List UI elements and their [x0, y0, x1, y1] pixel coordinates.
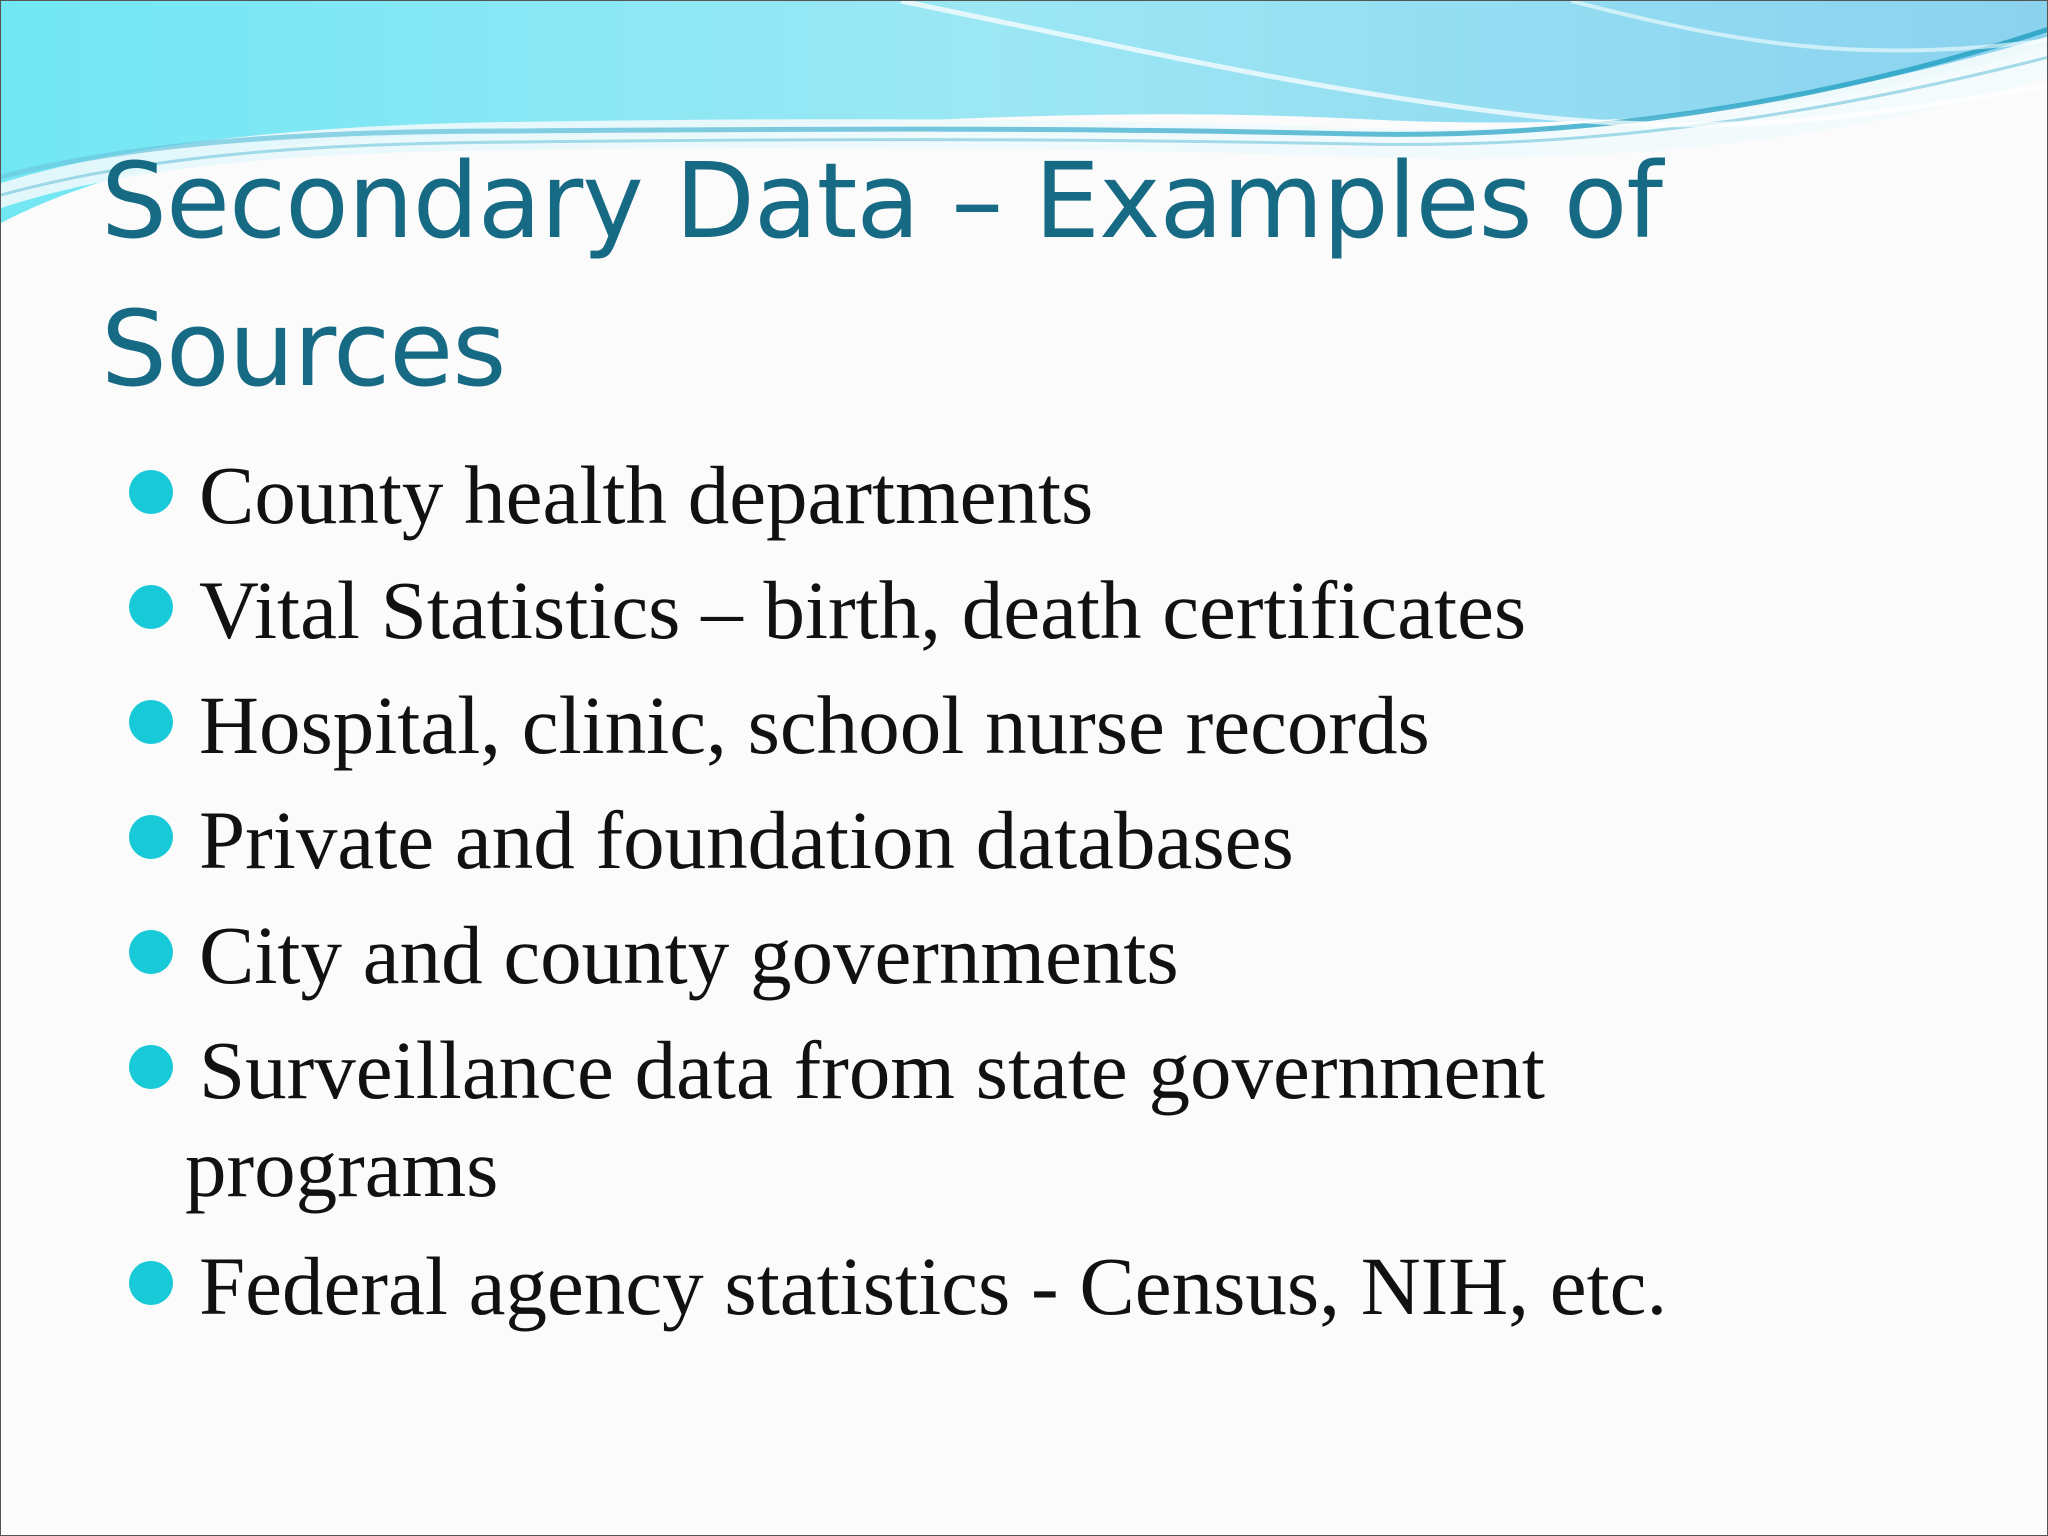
- list-item-surveillance: [129, 1021, 1969, 1217]
- list-item-vital-statistics: [129, 561, 1969, 659]
- list-item-text: Private and foundation databases: [199, 794, 1294, 886]
- list-item-continuation: programs: [185, 1122, 499, 1214]
- circle-bullet-icon: [129, 815, 173, 859]
- slide-title: Secondary Data – Examples of Sources: [101, 140, 1662, 410]
- list-item-private-databases: [129, 791, 1969, 889]
- circle-bullet-icon: [129, 1045, 173, 1089]
- circle-bullet-icon: [129, 930, 173, 974]
- circle-bullet-icon: [129, 700, 173, 744]
- circle-bullet-icon: [129, 585, 173, 629]
- list-item-medical-records: [129, 676, 1969, 774]
- circle-bullet-icon: [129, 470, 173, 514]
- list-item-text: Vital Statistics – birth, death certificates: [199, 564, 1527, 656]
- circle-bullet-icon: [129, 1261, 173, 1305]
- list-item-county-health: [129, 446, 1969, 544]
- list-item-governments: [129, 906, 1969, 1004]
- list-item-text: City and county governments: [199, 909, 1179, 1001]
- list-item-text: Hospital, clinic, school nurse records: [199, 679, 1430, 771]
- list-item-federal-statistics: [129, 1237, 1969, 1335]
- list-item-text: Federal agency statistics - Census, NIH, etc.: [199, 1240, 1668, 1332]
- list-item-text: Surveillance data from state government: [199, 1024, 1545, 1116]
- source-list: [129, 446, 1969, 1352]
- list-item-text: County health departments: [199, 449, 1094, 541]
